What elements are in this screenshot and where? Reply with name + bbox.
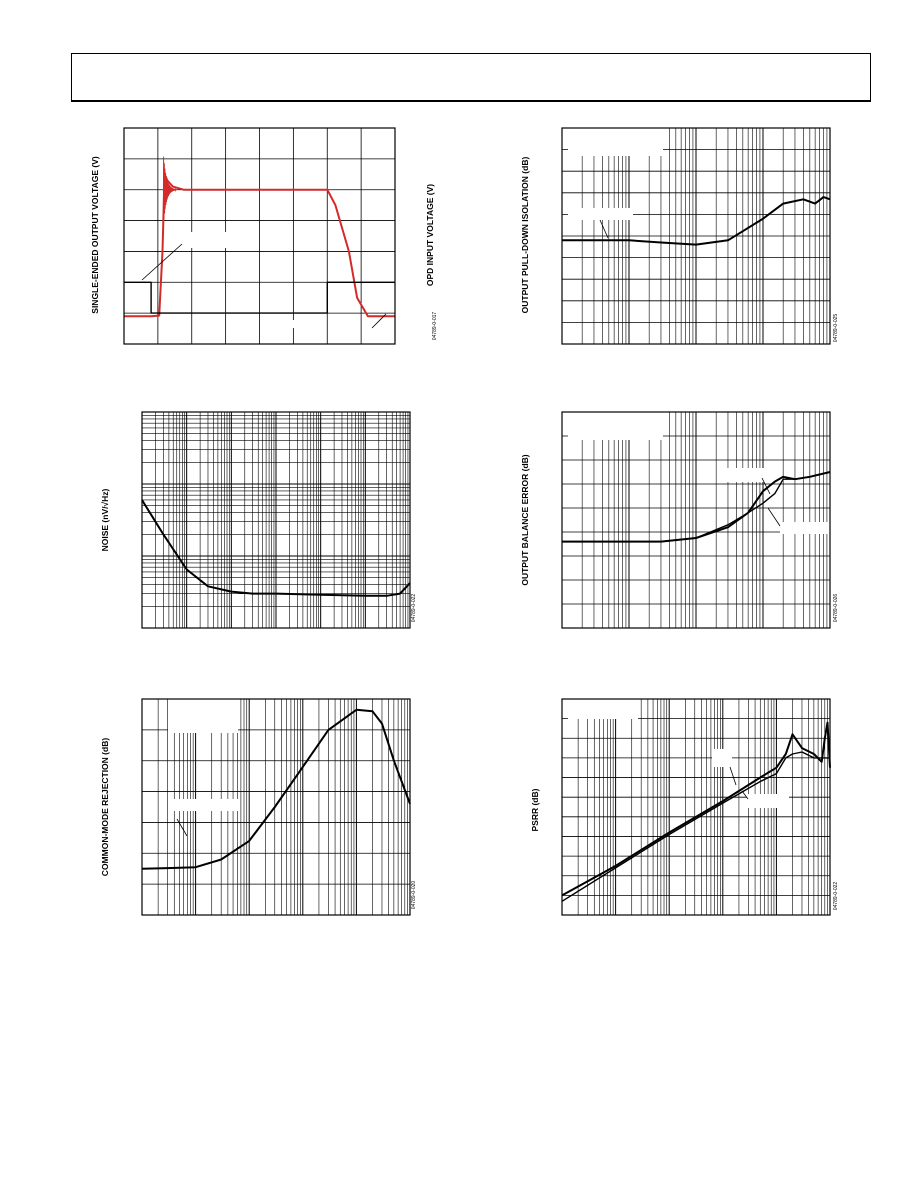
c6-frame [562,699,830,915]
c6-grid [562,699,830,915]
c6-series-2 [562,752,830,901]
page-header-box [71,53,871,102]
c1-label-area [186,232,238,248]
chart6-svg [562,699,830,915]
chart5-callout-arrow [768,508,780,526]
c4-grid [562,128,830,344]
chart3-svg [142,699,410,915]
chart6-callout-arrow [730,767,736,785]
chart3-figure-code: 04789-0-020 [411,880,417,910]
c6-label-area [712,749,732,767]
chart1-ylabel: SINGLE-ENDED OUTPUT VOLTAGE (V) [90,156,100,314]
chart3-callout-arrow [177,819,187,836]
c1-grid [124,128,395,344]
chart2-ylabel: NOISE (nV/√Hz) [100,488,110,552]
c5-label-area [568,412,663,440]
chart1-svg [124,128,395,344]
c3-label-area [168,699,238,733]
chart1-ringing [163,157,176,227]
chart2-figure-code: 04789-0-022 [411,593,417,623]
c5-label-area [780,522,842,534]
c4-label-area [568,208,633,220]
chart6-figure-code: 04789-0-022 [833,881,839,911]
c3-series-1 [142,710,410,869]
chart4-callout-arrow [600,220,608,238]
chart4-figure-code: 04789-0-025 [833,313,839,343]
c6-series-1 [562,723,830,896]
chart1-figure-code: 04789-0-017 [432,311,438,341]
c4-label-area [568,128,663,156]
chart4-svg [562,128,830,344]
c5-grid [562,412,830,628]
chart2-svg [142,412,410,628]
chart5-figure-code: 04789-0-026 [833,593,839,623]
chart6-ylabel: PSRR (dB) [530,788,540,832]
c3-label-area [168,799,240,811]
c6-label-area [568,699,638,719]
c1-label-area [274,320,326,328]
chart4-ylabel: OUTPUT PULL-DOWN ISOLATION (dB) [520,156,530,314]
chart3-ylabel: COMMON-MODE REJECTION (dB) [100,737,110,877]
chart5-ylabel: OUTPUT BALANCE ERROR (dB) [520,454,530,586]
c6-label-area [747,794,789,808]
c5-label-area [722,468,782,482]
chart1-ylabel-right: OPD INPUT VOLTAGE (V) [425,183,435,287]
chart5-svg [562,412,830,628]
